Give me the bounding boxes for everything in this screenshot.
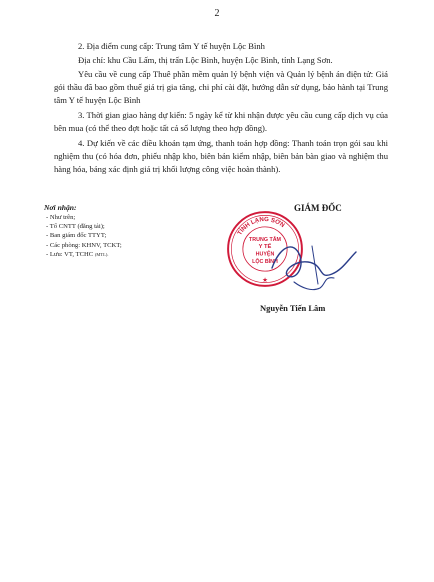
recipient-archive-suffix: (MTL).: [94, 251, 109, 257]
paragraph-delivery-location: 2. Địa điểm cung cấp: Trung tâm Y tế huyện Lộc Bình: [78, 41, 265, 51]
paragraph-address: Địa chỉ: khu Cầu Lấm, thị trấn Lộc Bình, huyện Lộc Bình, tỉnh Lạng Sơn.: [78, 55, 333, 65]
seal-line: Y TẾ: [258, 244, 272, 251]
recipients-title: Nơi nhận:: [44, 203, 77, 212]
handwritten-signature: [254, 216, 364, 304]
seal-line: HUYỆN: [255, 251, 275, 258]
signature-role: GIÁM ĐỐC: [294, 203, 342, 213]
recipient-item: - Như trên;: [46, 214, 76, 221]
recipient-item: [44, 250, 214, 259]
recipient-item: - Ban giám đốc TTYT;: [46, 232, 107, 240]
seal-line: TRUNG TÂM: [249, 236, 281, 243]
recipient-archive: - Lưu: VT, TCHC: [46, 250, 94, 258]
seal-line: LỘC BÌNH: [252, 258, 278, 265]
recipients-block: [44, 203, 214, 259]
paragraph-delivery-time: 3. Thời gian giao hàng dự kiến: 5 ngày kể từ khi nhận được yêu cầu cung cấp dịch vụ của bên mua (có thể theo đợt hoặc tất cả số lượng theo hợp đồng).: [54, 110, 388, 133]
page-number: 2: [214, 8, 220, 19]
recipient-item: - Các phòng: KHNV, TCKT;: [46, 241, 122, 249]
seal-star: ★: [262, 276, 268, 284]
paragraph-requirements: Yêu cầu về cung cấp Thuê phần mềm quản lý bệnh viện và Quản lý bệnh án điện tử: Giá gói thầu đã bao gồm thuế giá trị gia tăng, chi phí cài đặt, hướng dẫn sử dụng, bảo hành tại Trung tâm Y tế huyện Lộc Bình: [54, 69, 388, 105]
recipient-item: - Tổ CNTT (đăng tải);: [46, 223, 105, 231]
paragraph-payment-terms: 4. Dự kiến về các điều khoản tạm ứng, thanh toán hợp đồng: Thanh toán trọn gói sau khi nghiệm thu (có hóa đơn, phiếu nhập kho, biên bản kiểm nhập, biên bản bàn giao và nghiệm thu hàng hóa, bảng xác định giá trị khối lượng công việc hoàn thành).: [54, 138, 388, 174]
seal-ring-text: TỈNH LẠNG SƠN: [236, 216, 286, 237]
signer-name: Nguyễn Tiến Lâm: [260, 303, 326, 313]
